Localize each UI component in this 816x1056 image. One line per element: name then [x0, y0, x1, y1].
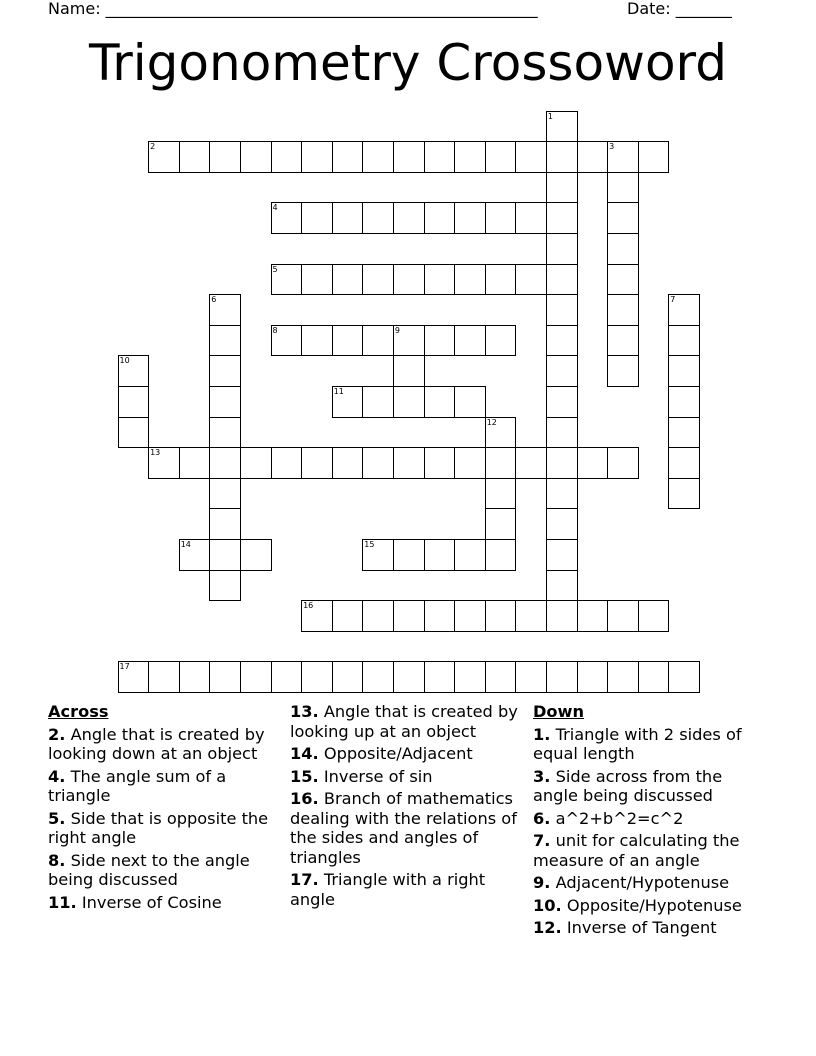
clues-column-1	[48, 702, 284, 915]
grid-cell[interactable]	[362, 661, 394, 693]
grid-cell[interactable]	[240, 539, 272, 571]
grid-cell[interactable]	[393, 386, 425, 418]
grid-cell[interactable]	[454, 141, 486, 173]
grid-cell[interactable]	[485, 325, 517, 357]
grid-cell[interactable]	[148, 447, 180, 479]
clues-column-2	[290, 702, 526, 912]
grid-cell[interactable]	[271, 202, 303, 234]
grid-cell[interactable]	[148, 141, 180, 173]
grid-cell[interactable]	[393, 600, 425, 632]
clue-item	[533, 767, 769, 806]
grid-cell[interactable]	[577, 447, 609, 479]
grid-cell[interactable]	[148, 661, 180, 693]
clue-text: The angle sum of a triangle	[48, 766, 227, 805]
grid-cell[interactable]	[546, 355, 578, 387]
grid-cell[interactable]	[546, 508, 578, 540]
clue-number-label: 16	[303, 601, 314, 611]
clue-item	[533, 831, 769, 870]
grid-cell[interactable]	[485, 661, 517, 693]
clue-text: Adjacent/Hypotenuse	[555, 873, 730, 892]
grid-cell[interactable]	[424, 661, 456, 693]
grid-cell[interactable]	[393, 264, 425, 296]
grid-cell[interactable]	[362, 600, 394, 632]
clue-number: 3.	[533, 766, 551, 786]
grid-cell[interactable]	[638, 661, 670, 693]
grid-cell[interactable]	[546, 447, 578, 479]
clue-number: 11.	[48, 892, 77, 912]
grid-cell[interactable]	[515, 600, 547, 632]
grid-cell[interactable]	[118, 355, 150, 387]
grid-cell[interactable]	[638, 600, 670, 632]
grid-cell[interactable]	[271, 661, 303, 693]
grid-cell[interactable]	[668, 661, 700, 693]
grid-cell[interactable]	[332, 661, 364, 693]
grid-cell[interactable]	[424, 539, 456, 571]
grid-cell[interactable]	[393, 447, 425, 479]
clue-item	[290, 789, 526, 867]
grid-cell[interactable]	[393, 539, 425, 571]
clue-number-label: 7	[670, 295, 676, 305]
clue-item	[533, 896, 769, 916]
clue-item	[533, 809, 769, 829]
grid-cell[interactable]	[546, 294, 578, 326]
name-field-label: Name: ______________________________________________________	[48, 0, 538, 18]
grid-cell[interactable]	[454, 386, 486, 418]
clue-number: 12.	[533, 918, 562, 937]
grid-cell[interactable]	[332, 141, 364, 173]
clue-number: 10.	[533, 895, 562, 915]
grid-cell[interactable]	[209, 661, 241, 693]
clue-item	[48, 767, 284, 806]
grid-cell[interactable]	[546, 386, 578, 418]
clue-number-label: 11	[333, 386, 344, 396]
grid-cell[interactable]	[393, 325, 425, 357]
grid-cell[interactable]	[393, 141, 425, 173]
grid-cell[interactable]	[362, 264, 394, 296]
grid-cell[interactable]	[209, 508, 241, 540]
grid-cell[interactable]	[515, 202, 547, 234]
grid-cell[interactable]	[668, 294, 700, 326]
clue-number: 8.	[48, 850, 66, 870]
clue-item	[48, 809, 284, 848]
grid-cell[interactable]	[301, 264, 333, 296]
clue-text: Opposite/Hypotenuse	[566, 895, 742, 915]
clue-item	[48, 851, 284, 890]
clue-number: 14.	[290, 744, 319, 763]
clue-number-label: 15	[364, 539, 375, 549]
grid-cell[interactable]	[454, 325, 486, 357]
grid-cell[interactable]	[485, 478, 517, 510]
grid-cell[interactable]	[546, 172, 578, 204]
down-heading: Down	[533, 702, 585, 721]
grid-cell[interactable]	[607, 202, 639, 234]
grid-cell[interactable]	[209, 141, 241, 173]
clue-text: Branch of mathematics dealing with the relations of the sides and angles of triangles	[290, 789, 517, 867]
grid-cell[interactable]	[577, 600, 609, 632]
grid-cell[interactable]	[393, 661, 425, 693]
clue-text: Angle that is created by looking up at an object	[290, 702, 518, 741]
grid-cell[interactable]	[424, 264, 456, 296]
grid-cell[interactable]	[485, 264, 517, 296]
clue-number-label: 3	[609, 142, 615, 152]
grid-cell[interactable]	[209, 417, 241, 449]
grid-cell[interactable]	[179, 447, 211, 479]
grid-cell[interactable]	[607, 141, 639, 173]
grid-cell[interactable]	[332, 386, 364, 418]
grid-cell[interactable]	[668, 417, 700, 449]
grid-cell[interactable]	[271, 447, 303, 479]
grid-cell[interactable]	[485, 508, 517, 540]
clue-text: Opposite/Adjacent	[323, 744, 473, 763]
grid-cell[interactable]	[209, 570, 241, 602]
grid-cell[interactable]	[546, 539, 578, 571]
grid-cell[interactable]	[515, 447, 547, 479]
grid-cell[interactable]	[332, 447, 364, 479]
clue-item	[48, 893, 284, 913]
grid-cell[interactable]	[638, 141, 670, 173]
grid-cell[interactable]	[546, 233, 578, 265]
grid-cell[interactable]	[546, 111, 578, 143]
clue-text: Side across from the angle being discussed	[533, 766, 723, 805]
grid-cell[interactable]	[454, 447, 486, 479]
grid-cell[interactable]	[546, 325, 578, 357]
page-title: Trigonometry Crossoword	[89, 34, 727, 92]
grid-cell[interactable]	[668, 478, 700, 510]
grid-cell[interactable]	[118, 386, 150, 418]
clue-item	[533, 725, 769, 764]
grid-cell[interactable]	[271, 141, 303, 173]
grid-cell[interactable]	[546, 600, 578, 632]
clue-number: 17.	[290, 870, 319, 889]
grid-cell[interactable]	[209, 294, 241, 326]
clues-column-3	[533, 702, 769, 941]
clue-text: Inverse of sin	[323, 766, 433, 786]
clue-number-label: 12	[486, 417, 497, 427]
grid-cell[interactable]	[454, 600, 486, 632]
clue-number: 16.	[290, 789, 319, 808]
grid-cell[interactable]	[332, 325, 364, 357]
grid-cell[interactable]	[362, 447, 394, 479]
grid-cell[interactable]	[362, 202, 394, 234]
clue-number: 2.	[48, 724, 66, 744]
grid-cell[interactable]	[424, 447, 456, 479]
grid-cell[interactable]	[515, 141, 547, 173]
grid-cell[interactable]	[118, 661, 150, 693]
clue-text: Inverse of Cosine	[81, 892, 222, 912]
clue-number-label: 2	[150, 142, 156, 152]
grid-cell[interactable]	[301, 600, 333, 632]
grid-cell[interactable]	[485, 141, 517, 173]
grid-cell[interactable]	[118, 417, 150, 449]
grid-cell[interactable]	[271, 264, 303, 296]
clue-text: Triangle with a right angle	[290, 870, 486, 909]
across-heading: Across	[48, 702, 109, 721]
clue-number-label: 9	[394, 325, 400, 335]
grid-cell[interactable]	[179, 141, 211, 173]
grid-cell[interactable]	[454, 264, 486, 296]
grid-cell[interactable]	[668, 325, 700, 357]
clue-number-label: 10	[119, 356, 130, 366]
clue-number-label: 1	[547, 111, 553, 121]
grid-cell[interactable]	[209, 386, 241, 418]
clue-number-label: 17	[119, 662, 130, 672]
clue-item	[290, 702, 526, 741]
grid-cell[interactable]	[362, 386, 394, 418]
grid-cell[interactable]	[668, 386, 700, 418]
grid-cell[interactable]	[546, 661, 578, 693]
clue-number: 1.	[533, 724, 551, 744]
clue-number-label: 14	[180, 539, 191, 549]
clue-number: 13.	[290, 702, 319, 721]
grid-cell[interactable]	[424, 202, 456, 234]
grid-cell[interactable]	[362, 141, 394, 173]
clue-number: 7.	[533, 831, 551, 850]
grid-cell[interactable]	[607, 447, 639, 479]
grid-cell[interactable]	[424, 325, 456, 357]
grid-cell[interactable]	[485, 539, 517, 571]
clue-number: 4.	[48, 766, 66, 786]
grid-cell[interactable]	[454, 539, 486, 571]
grid-cell[interactable]	[546, 202, 578, 234]
grid-cell[interactable]	[240, 447, 272, 479]
grid-cell[interactable]	[424, 141, 456, 173]
grid-cell[interactable]	[301, 325, 333, 357]
grid-cell[interactable]	[240, 661, 272, 693]
grid-cell[interactable]	[301, 202, 333, 234]
grid-cell[interactable]	[301, 141, 333, 173]
clue-text: Side that is opposite the right angle	[48, 808, 269, 847]
clue-item	[290, 744, 526, 764]
grid-cell[interactable]	[424, 600, 456, 632]
clue-text: Triangle with 2 sides of equal length	[533, 724, 742, 763]
grid-cell[interactable]	[454, 661, 486, 693]
clue-text: Inverse of Tangent	[566, 918, 717, 937]
clue-item	[290, 767, 526, 787]
grid-cell[interactable]	[179, 539, 211, 571]
date-field-label: Date: _______	[627, 0, 732, 18]
grid-cell[interactable]	[209, 478, 241, 510]
grid-cell[interactable]	[668, 355, 700, 387]
grid-cell[interactable]	[515, 661, 547, 693]
grid-cell[interactable]	[546, 264, 578, 296]
grid-cell[interactable]	[607, 600, 639, 632]
grid-cell[interactable]	[209, 325, 241, 357]
clue-item	[290, 870, 526, 909]
grid-cell[interactable]	[362, 325, 394, 357]
grid-cell[interactable]	[240, 141, 272, 173]
clue-text: Side next to the angle being discussed	[48, 850, 250, 889]
grid-cell[interactable]	[607, 264, 639, 296]
grid-cell[interactable]	[485, 202, 517, 234]
grid-cell[interactable]	[607, 325, 639, 357]
grid-cell[interactable]	[607, 355, 639, 387]
grid-cell[interactable]	[209, 355, 241, 387]
clue-text: unit for calculating the measure of an angle	[533, 831, 740, 870]
grid-cell[interactable]	[209, 539, 241, 571]
grid-cell[interactable]	[607, 233, 639, 265]
grid-cell[interactable]	[332, 600, 364, 632]
grid-cell[interactable]	[546, 417, 578, 449]
grid-cell[interactable]	[271, 325, 303, 357]
clue-item	[48, 725, 284, 764]
grid-cell[interactable]	[546, 570, 578, 602]
grid-cell[interactable]	[362, 539, 394, 571]
grid-cell[interactable]	[546, 478, 578, 510]
grid-cell[interactable]	[607, 661, 639, 693]
clue-number: 9.	[533, 873, 551, 892]
grid-cell[interactable]	[301, 661, 333, 693]
grid-cell[interactable]	[454, 202, 486, 234]
grid-cell[interactable]	[393, 355, 425, 387]
grid-cell[interactable]	[393, 202, 425, 234]
grid-cell[interactable]	[607, 294, 639, 326]
grid-cell[interactable]	[515, 264, 547, 296]
grid-cell[interactable]	[209, 447, 241, 479]
grid-cell[interactable]	[301, 447, 333, 479]
clue-text: a^2+b^2=c^2	[555, 808, 684, 828]
clue-number: 6.	[533, 808, 551, 828]
clue-number-label: 6	[211, 295, 217, 305]
grid-cell[interactable]	[577, 141, 609, 173]
grid-cell[interactable]	[607, 172, 639, 204]
grid-cell[interactable]	[424, 386, 456, 418]
grid-cell[interactable]	[179, 661, 211, 693]
grid-cell[interactable]	[485, 417, 517, 449]
clue-item	[533, 918, 769, 938]
clue-item	[533, 873, 769, 893]
grid-cell[interactable]	[485, 600, 517, 632]
clue-text: Angle that is created by looking down at an object	[48, 724, 265, 763]
clue-number-label: 13	[150, 448, 161, 458]
clue-number-label: 5	[272, 264, 278, 274]
grid-cell[interactable]	[668, 447, 700, 479]
clue-number-label: 8	[272, 325, 278, 335]
grid-cell[interactable]	[332, 202, 364, 234]
grid-cell[interactable]	[485, 447, 517, 479]
clue-number: 5.	[48, 808, 66, 828]
clue-number-label: 4	[272, 203, 278, 213]
grid-cell[interactable]	[332, 264, 364, 296]
clue-number: 15.	[290, 766, 319, 786]
grid-cell[interactable]	[546, 141, 578, 173]
grid-cell[interactable]	[577, 661, 609, 693]
